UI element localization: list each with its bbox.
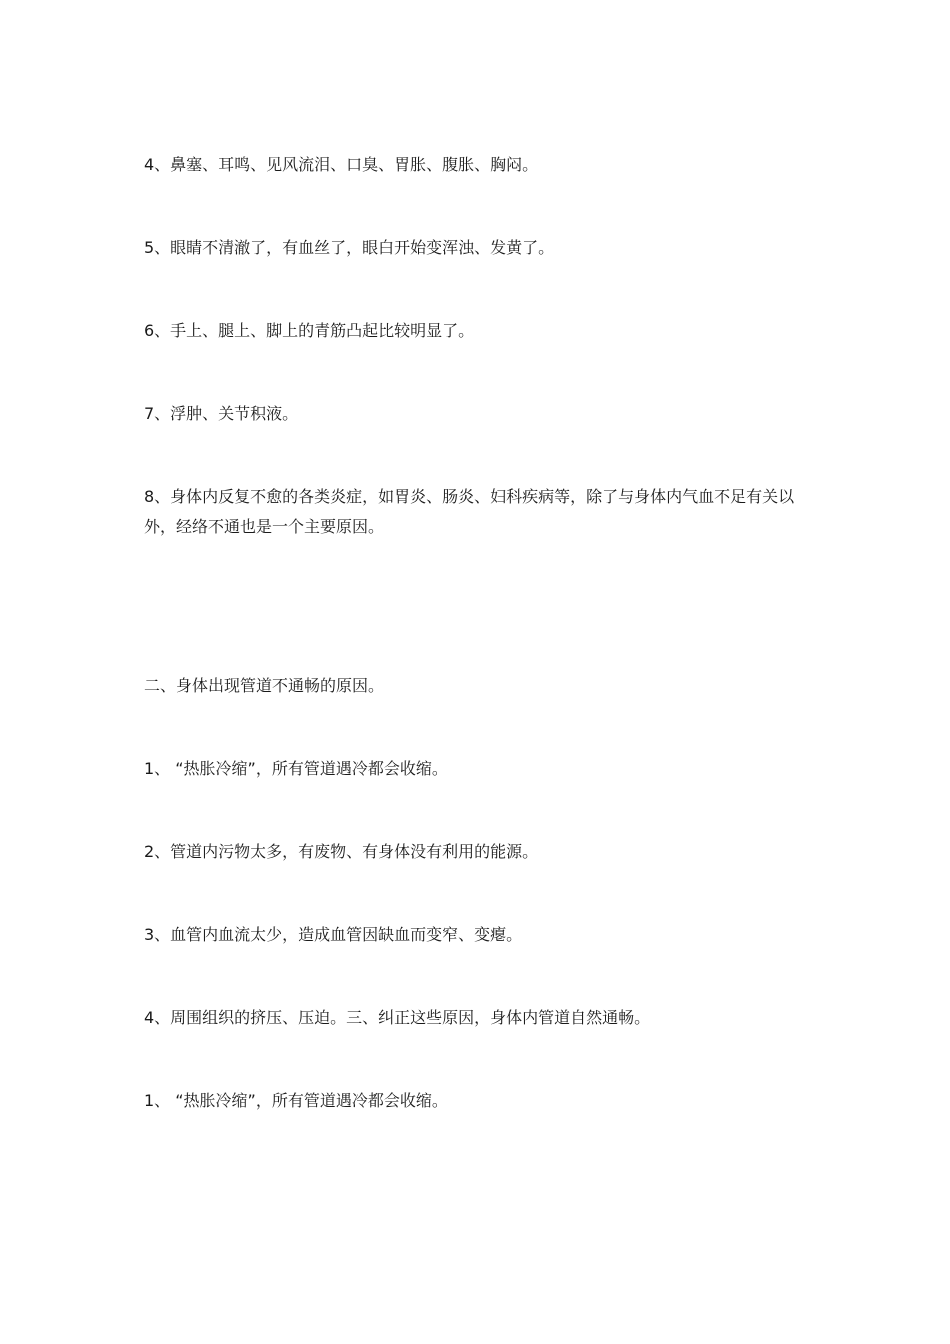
paragraph-cause-1: 1、 “热胀冷缩”，所有管道遇冷都会收缩。	[144, 759, 448, 778]
paragraph-remedy-1: 1、 “热胀冷缩”，所有管道遇冷都会收缩。	[144, 1091, 448, 1110]
paragraph-cause-3: 3、血管内血流太少，造成血管因缺血而变窄、变瘪。	[144, 925, 523, 944]
paragraph-symptom-4: 4、鼻塞、耳鸣、见风流泪、口臭、胃胀、腹胀、胸闷。	[144, 155, 539, 174]
paragraph-symptom-7: 7、浮肿、关节积液。	[144, 404, 299, 423]
paragraph-symptom-5: 5、眼睛不清澈了，有血丝了，眼白开始变浑浊、发黄了。	[144, 238, 555, 257]
paragraph-symptom-6: 6、手上、腿上、脚上的青筋凸起比较明显了。	[144, 321, 475, 340]
paragraph-symptom-8: 8、身体内反复不愈的各类炎症，如胃炎、肠炎、妇科疾病等，除了与身体内气血不足有关以外，经络不通也是一个主要原因。	[144, 487, 795, 536]
section-heading-causes: 二、身体出现管道不通畅的原因。	[144, 676, 385, 695]
paragraph-cause-4: 4、周围组织的挤压、压迫。三、纠正这些原因，身体内管道自然通畅。	[144, 1008, 651, 1027]
paragraph-cause-2: 2、管道内污物太多，有废物、有身体没有利用的能源。	[144, 842, 539, 861]
